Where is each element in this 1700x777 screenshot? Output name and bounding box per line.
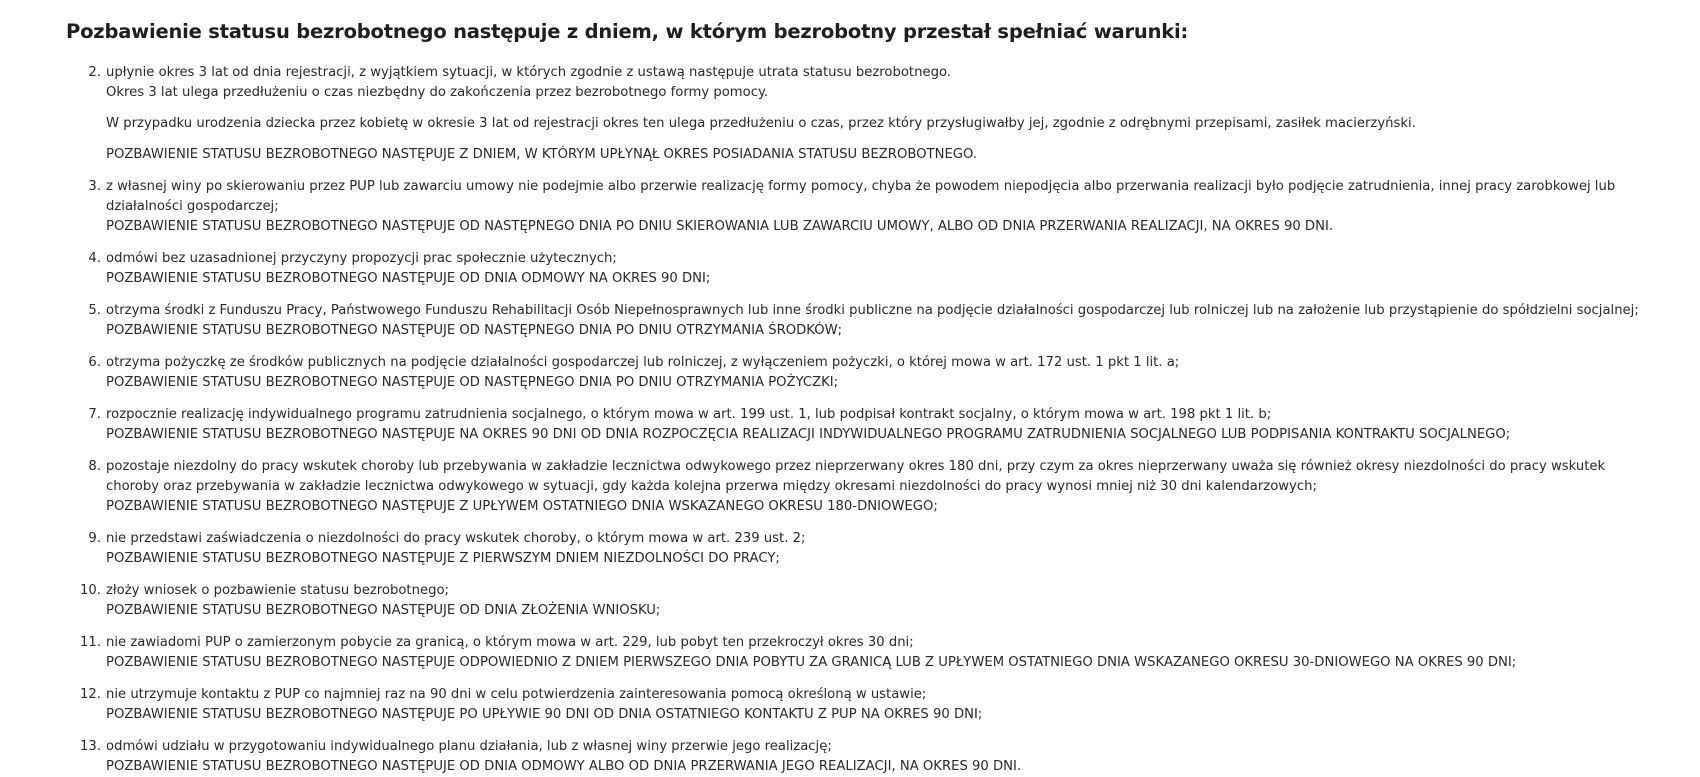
item-text: upłynie okres 3 lat od dnia rejestracji, z wyjątkiem sytuacji, w których zgodnie z ustawą następuje utrata statusu bezrobotnego.: [106, 65, 951, 80]
item-number: 2.: [88, 65, 101, 80]
item-consequence: POZBAWIENIE STATUSU BEZROBOTNEGO NASTĘPUJE Z DNIEM, W KTÓRYM UPŁYNĄŁ OKRES POSIADANIA STATUSU BEZROBOTNEGO.: [106, 147, 978, 162]
item-text: rozpocznie realizację indywidualnego programu zatrudnienia socjalnego, o którym mowa w art. 199 ust. 1, lub podpisał kontrakt socjalny, o którym mowa w art. 198 pkt 1 lit. b;: [106, 407, 1272, 422]
item-consequence: POZBAWIENIE STATUSU BEZROBOTNEGO NASTĘPUJE Z UPŁYWEM OSTATNIEGO DNIA WSKAZANEGO OKRESU 180-DNIOWEGO;: [106, 499, 938, 514]
item-consequence: POZBAWIENIE STATUSU BEZROBOTNEGO NASTĘPUJE OD DNIA ODMOWY NA OKRES 90 DNI;: [106, 271, 711, 286]
item-text: otrzyma pożyczkę ze środków publicznych na podjęcie działalności gospodarczej lub rolniczej, z wyłączeniem pożyczki, o której mowa w art. 172 ust. 1 pkt 1 lit. a;: [106, 355, 1180, 370]
item-text: pozostaje niezdolny do pracy wskutek choroby lub przebywania w zakładzie lecznictwa odwykowego przez nieprzerwany okres 180 dni, przy czym za okres nieprzerwany uważa się również okresy niezdolności do pracy wskutek choroby oraz przebywania w zakładzie lecznictwa odwykowego w sytuacji, gdy każda kolejna przerwa między okresami niezdolności do pracy wynosi mniej niż 30 dni kalendarzowych;: [106, 459, 1606, 494]
list-item-9: [66, 529, 1660, 569]
item-number: 13.: [80, 739, 101, 754]
item-text-continued: Okres 3 lat ulega przedłużeniu o czas niezbędny do zakończenia przez bezrobotnego formy pomocy.: [106, 85, 769, 100]
item-number: 4.: [88, 251, 101, 266]
item-number: 8.: [88, 459, 101, 474]
item-consequence: POZBAWIENIE STATUSU BEZROBOTNEGO NASTĘPUJE OD DNIA ODMOWY ALBO OD DNIA PRZERWANIA JEGO REALIZACJI, NA OKRES 90 DNI.: [106, 759, 1022, 774]
item-text: z własnej winy po skierowaniu przez PUP lub zawarciu umowy nie podejmie albo przerwie realizację formy pomocy, chyba że powodem niepodjęcia albo przerwania realizacji było podjęcie zatrudnienia, innej pracy zarobkowej lub działalności gospodarczej;: [106, 179, 1616, 214]
item-number: 11.: [80, 635, 101, 650]
page-title: Pozbawienie statusu bezrobotnego następuje z dniem, w którym bezrobotny przestał spełniać warunki:: [66, 20, 1189, 43]
list-item-8: [66, 457, 1660, 517]
list-item-4: [66, 249, 1660, 289]
list-item-2: [66, 63, 1660, 165]
item-number: 7.: [88, 407, 101, 422]
item-text: nie przedstawi zaświadczenia o niezdolności do pracy wskutek choroby, o którym mowa w art. 239 ust. 2;: [106, 531, 806, 546]
conditions-list: [66, 63, 1660, 777]
item-consequence: POZBAWIENIE STATUSU BEZROBOTNEGO NASTĘPUJE Z PIERWSZYM DNIEM NIEZDOLNOŚCI DO PRACY;: [106, 551, 780, 566]
item-number: 3.: [88, 179, 101, 194]
item-consequence: POZBAWIENIE STATUSU BEZROBOTNEGO NASTĘPUJE NA OKRES 90 DNI OD DNIA ROZPOCZĘCIA REALIZACJI INDYWIDUALNEGO PROGRAMU ZATRUDNIENIA SOCJALNEGO LUB PODPISANIA KONTRAKTU SOCJALNEGO;: [106, 427, 1511, 442]
item-text: nie zawiadomi PUP o zamierzonym pobycie za granicą, o którym mowa w art. 229, lub pobyt ten przekroczył okres 30 dni;: [106, 635, 914, 650]
item-number: 9.: [88, 531, 101, 546]
list-item-6: [66, 353, 1660, 393]
item-consequence: POZBAWIENIE STATUSU BEZROBOTNEGO NASTĘPUJE OD DNIA ZŁOŻENIA WNIOSKU;: [106, 603, 661, 618]
list-item-10: [66, 581, 1660, 621]
item-consequence: POZBAWIENIE STATUSU BEZROBOTNEGO NASTĘPUJE ODPOWIEDNIO Z DNIEM PIERWSZEGO DNIA POBYTU ZA GRANICĄ LUB Z UPŁYWEM OSTATNIEGO DNIA WSKAZANEGO OKRESU 30-DNIOWEGO NA OKRES 90 DNI;: [106, 655, 1517, 670]
item-number: 5.: [88, 303, 101, 318]
list-item-3: [66, 177, 1660, 237]
list-item-11: [66, 633, 1660, 673]
item-consequence: POZBAWIENIE STATUSU BEZROBOTNEGO NASTĘPUJE OD NASTĘPNEGO DNIA PO DNIU OTRZYMANIA ŚRODKÓW;: [106, 323, 843, 338]
list-item-5: [66, 301, 1660, 341]
item-text: otrzyma środki z Funduszu Pracy, Państwowego Funduszu Rehabilitacji Osób Niepełnosprawnych lub inne środki publiczne na podjęcie działalności gospodarczej lub rolniczej lub na założenie lub przystąpienie do spółdzielni socjalnej;: [106, 303, 1639, 318]
item-text: nie utrzymuje kontaktu z PUP co najmniej raz na 90 dni w celu potwierdzenia zainteresowania pomocą określoną w ustawie;: [106, 687, 927, 702]
item-consequence: POZBAWIENIE STATUSU BEZROBOTNEGO NASTĘPUJE OD NASTĘPNEGO DNIA PO DNIU OTRZYMANIA POŻYCZKI;: [106, 375, 839, 390]
list-item-12: [66, 685, 1660, 725]
item-text: złoży wniosek o pozbawienie statusu bezrobotnego;: [106, 583, 449, 598]
item-note: W przypadku urodzenia dziecka przez kobietę w okresie 3 lat od rejestracji okres ten ulega przedłużeniu o czas, przez który przysługiwałby jej, zgodnie z odrębnymi przepisami, zasiłek macierzyński.: [106, 116, 1416, 131]
item-number: 6.: [88, 355, 101, 370]
item-number: 10.: [80, 583, 101, 598]
item-consequence: POZBAWIENIE STATUSU BEZROBOTNEGO NASTĘPUJE PO UPŁYWIE 90 DNI OD DNIA OSTATNIEGO KONTAKTU Z PUP NA OKRES 90 DNI;: [106, 707, 983, 722]
item-text: odmówi bez uzasadnionej przyczyny propozycji prac społecznie użytecznych;: [106, 251, 617, 266]
item-text: odmówi udziału w przygotowaniu indywidualnego planu działania, lub z własnej winy przerwie jego realizację;: [106, 739, 832, 754]
item-consequence: POZBAWIENIE STATUSU BEZROBOTNEGO NASTĘPUJE OD NASTĘPNEGO DNIA PO DNIU SKIEROWANIA LUB ZAWARCIU UMOWY, ALBO OD DNIA PRZERWANIA REALIZACJI, NA OKRES 90 DNI.: [106, 219, 1334, 234]
item-number: 12.: [80, 687, 101, 702]
list-item-7: [66, 405, 1660, 445]
list-item-13: [66, 737, 1660, 777]
